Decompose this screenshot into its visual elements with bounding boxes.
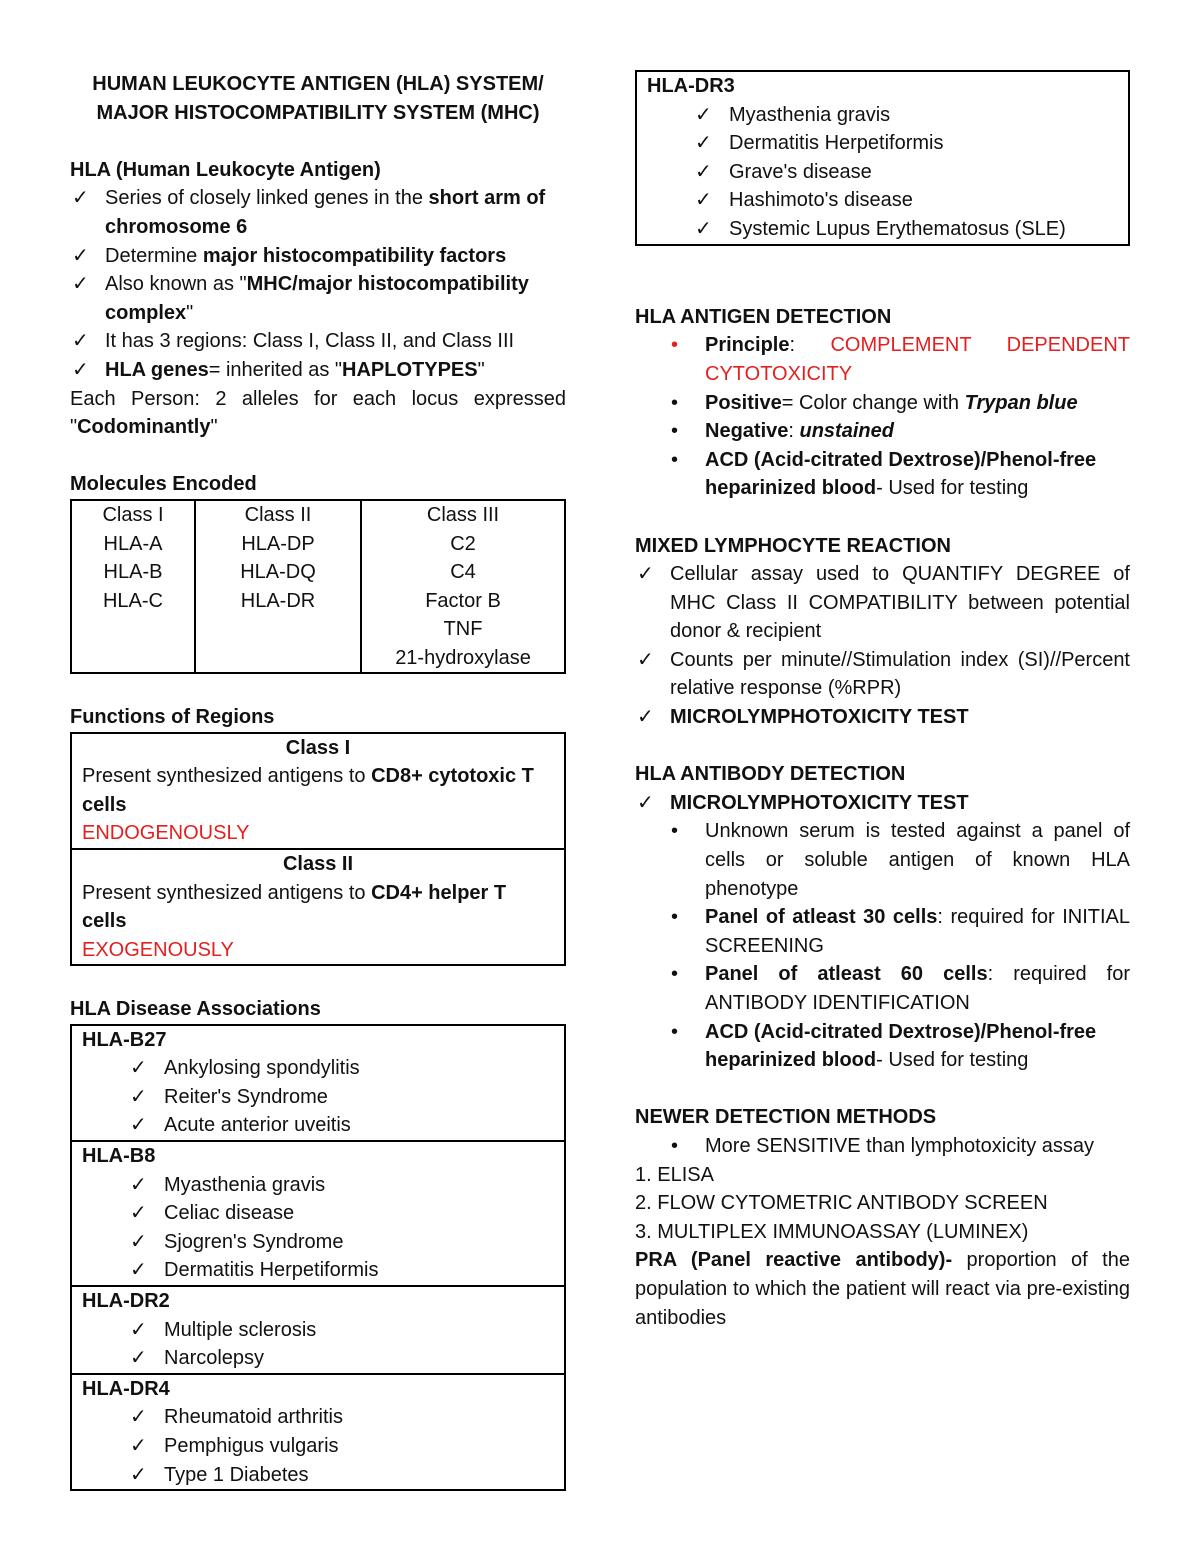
functions-heading: Functions of Regions — [70, 706, 275, 729]
antigen-negative: • Negative: unstained — [635, 417, 1130, 446]
bullet-icon: • — [671, 334, 679, 357]
antibody-sub-2: • Panel of atleast 30 cells: required for INITIAL SCREENING — [635, 903, 1130, 960]
check-icon: ✓ — [130, 1114, 147, 1137]
hla-bullet-1: ✓ Series of closely linked genes in the short arm of chromosome 6 — [70, 184, 566, 241]
doc-title-line1: HUMAN LEUKOCYTE ANTIGEN (HLA) SYSTEM/ — [92, 73, 544, 95]
check-icon: ✓ — [130, 1318, 147, 1341]
check-icon: ✓ — [72, 187, 89, 210]
check-icon: ✓ — [130, 1463, 147, 1486]
function-class1: Class I Present synthesized antigens to CD8+ cytotoxic T cells ENDOGENOUSLY — [70, 732, 566, 850]
bullet-icon: • — [671, 420, 679, 443]
newer-method-2: 2. FLOW CYTOMETRIC ANTIBODY SCREEN — [635, 1192, 1048, 1215]
check-icon: ✓ — [637, 648, 654, 671]
mlr-heading: MIXED LYMPHOCYTE REACTION — [635, 534, 951, 557]
check-icon: ✓ — [130, 1085, 147, 1108]
hla-heading: HLA (Human Leukocyte Antigen) — [70, 158, 381, 181]
disease-b27: HLA-B27 ✓ Ankylosing spondylitis ✓ Reiter's Syndrome ✓ Acute anterior uveitis — [70, 1024, 566, 1142]
newer-heading: NEWER DETECTION METHODS — [635, 1106, 937, 1129]
disease-table — [70, 1024, 566, 1492]
check-icon: ✓ — [130, 1347, 147, 1370]
right-column — [635, 70, 1130, 1332]
hla-bullet-3: ✓ Also known as "MHC/major histocompatibility complex" — [70, 270, 566, 327]
antibody-sub-1: • Unknown serum is tested against a panel of cells or soluble antigen of known HLA phenotype — [635, 817, 1130, 903]
molecules-table — [70, 499, 566, 675]
check-icon: ✓ — [130, 1406, 147, 1429]
check-icon: ✓ — [72, 244, 89, 267]
antigen-positive: • Positive= Color change with Trypan blue — [635, 389, 1130, 418]
bullet-icon: • — [671, 1020, 679, 1043]
bullet-icon: • — [671, 906, 679, 929]
class3-cell: Class III C2 C4 Factor B TNF 21-hydroxylase — [361, 500, 565, 674]
check-icon: ✓ — [130, 1230, 147, 1253]
newer-method-1: 1. ELISA — [635, 1163, 714, 1186]
check-icon: ✓ — [130, 1173, 147, 1196]
hla-bullet-2: ✓ Determine major histocompatibility factors — [70, 242, 566, 271]
doc-title-line2: MAJOR HISTOCOMPATIBILITY SYSTEM (MHC) — [96, 101, 540, 124]
antibody-test: ✓ MICROLYMPHOTOXICITY TEST — [635, 789, 1130, 818]
check-icon: ✓ — [637, 563, 654, 586]
check-icon: ✓ — [637, 791, 654, 814]
disease-dr3: HLA-DR3 ✓ Myasthenia gravis ✓ Dermatitis Herpetiformis ✓ Grave's disease ✓ Hashimoto's disease ✓ Systemic Lupus Erythematosus (SLE) — [635, 70, 1130, 246]
molecules-heading: Molecules Encoded — [70, 473, 257, 496]
each-person-text: Each Person: 2 alleles for each locus expressed "Codominantly" — [70, 387, 566, 439]
bullet-icon: • — [671, 820, 679, 843]
mlr-bullet-2: ✓ Counts per minute//Stimulation index (SI)//Percent relative response (%RPR) — [635, 646, 1130, 703]
mlr-bullet-3: ✓ MICROLYMPHOTOXICITY TEST — [635, 703, 1130, 732]
hla-bullet-4: ✓ It has 3 regions: Class I, Class II, and Class III — [70, 327, 566, 356]
mlr-bullet-1: ✓ Cellular assay used to QUANTIFY DEGREE of MHC Class II COMPATIBILITY between potential donor & recipient — [635, 560, 1130, 646]
functions-table — [70, 732, 566, 967]
bullet-icon: • — [671, 1134, 679, 1157]
check-icon: ✓ — [637, 706, 654, 729]
newer-bullet: • More SENSITIVE than lymphotoxicity assay — [635, 1132, 1130, 1161]
antigen-principle: • Principle: COMPLEMENT DEPENDENT CYTOTOXICITY — [635, 331, 1130, 388]
function-class2: Class II Present synthesized antigens to CD4+ helper T cells EXOGENOUSLY — [70, 850, 566, 966]
check-icon: ✓ — [695, 132, 712, 155]
class2-cell: Class II HLA-DP HLA-DQ HLA-DR — [195, 500, 361, 674]
left-column — [70, 70, 566, 1491]
check-icon: ✓ — [130, 1202, 147, 1225]
check-icon: ✓ — [695, 217, 712, 240]
newer-method-3: 3. MULTIPLEX IMMUNOASSAY (LUMINEX) — [635, 1220, 1029, 1243]
disease-b8: HLA-B8 ✓ Myasthenia gravis ✓ Celiac disease ✓ Sjogren's Syndrome ✓ Dermatitis Herpetiformis — [70, 1142, 566, 1287]
check-icon: ✓ — [695, 189, 712, 212]
class1-cell: Class I HLA-A HLA-B HLA-C — [71, 500, 195, 674]
disease-dr4: HLA-DR4 ✓ Rheumatoid arthritis ✓ Pemphigus vulgaris ✓ Type 1 Diabetes — [70, 1375, 566, 1491]
check-icon: ✓ — [130, 1259, 147, 1282]
antibody-sub-3: • Panel of atleast 60 cells: required for ANTIBODY IDENTIFICATION — [635, 960, 1130, 1017]
hla-bullet-5: ✓ HLA genes= inherited as "HAPLOTYPES" — [70, 356, 566, 385]
check-icon: ✓ — [72, 358, 89, 381]
disease-dr2: HLA-DR2 ✓ Multiple sclerosis ✓ Narcolepsy — [70, 1287, 566, 1375]
bullet-icon: • — [671, 448, 679, 471]
check-icon: ✓ — [130, 1434, 147, 1457]
check-icon: ✓ — [72, 273, 89, 296]
bullet-icon: • — [671, 391, 679, 414]
antibody-heading: HLA ANTIBODY DETECTION — [635, 763, 906, 786]
check-icon: ✓ — [130, 1057, 147, 1080]
antigen-heading: HLA ANTIGEN DETECTION — [635, 305, 892, 328]
disease-heading: HLA Disease Associations — [70, 998, 321, 1020]
check-icon: ✓ — [695, 160, 712, 183]
pra-text: PRA (Panel reactive antibody)- proportion of the population to which the patient will react via pre-existing antibodies — [635, 1249, 1130, 1329]
check-icon: ✓ — [695, 103, 712, 126]
antigen-acd: • ACD (Acid-citrated Dextrose)/Phenol-free heparinized blood- Used for testing — [635, 446, 1130, 503]
bullet-icon: • — [671, 963, 679, 986]
antibody-sub-4: • ACD (Acid-citrated Dextrose)/Phenol-free heparinized blood- Used for testing — [635, 1018, 1130, 1075]
check-icon: ✓ — [72, 330, 89, 353]
